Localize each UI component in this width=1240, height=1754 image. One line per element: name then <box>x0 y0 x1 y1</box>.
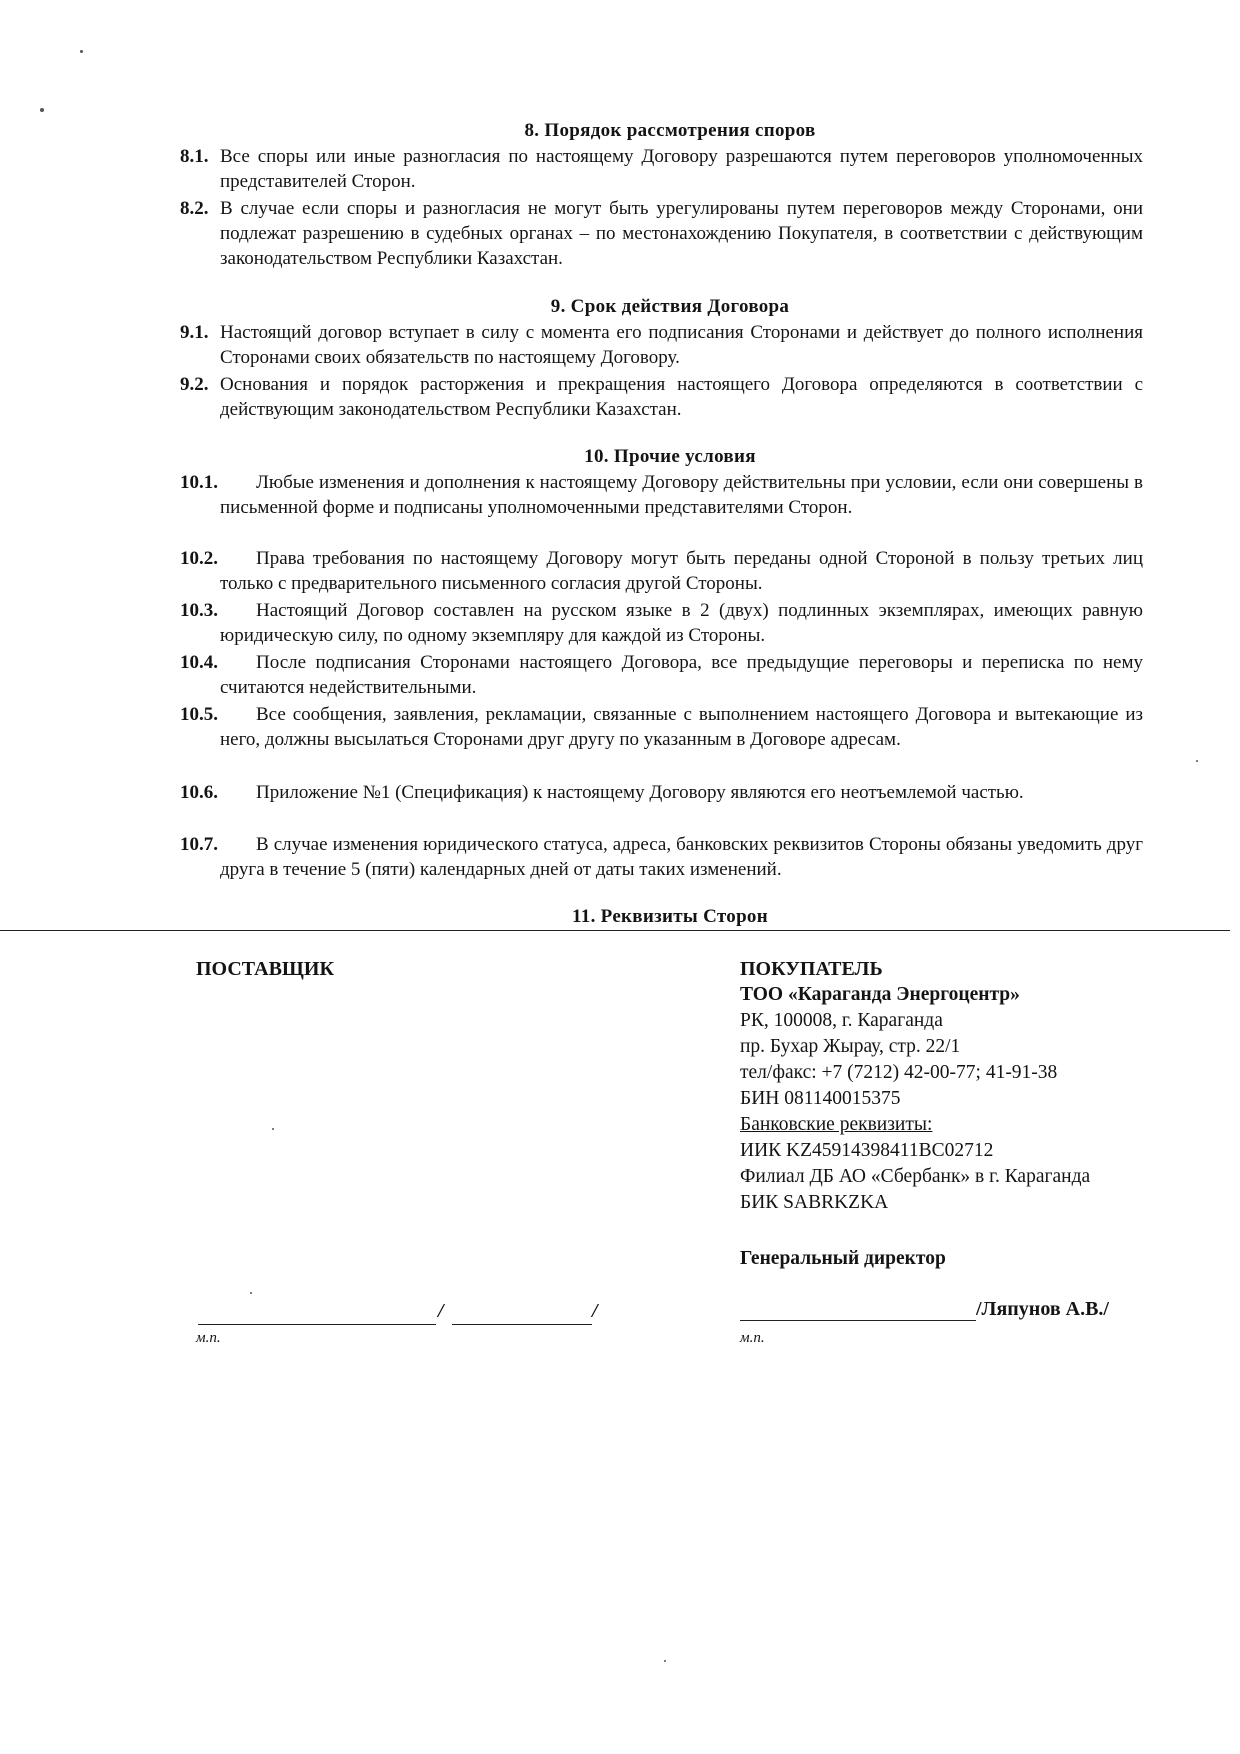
scan-speck <box>664 1660 666 1662</box>
scan-speck <box>80 50 83 53</box>
buyer-phone: тел/факс: +7 (7212) 42-00-77; 41-91-38 <box>740 1062 1058 1083</box>
buyer-iik: ИИК KZ45914398411BC02712 <box>740 1140 994 1161</box>
clause-text: Настоящий договор вступает в силу с момента его подписания Сторонами и действует до полного исполнения Сторонами своих обязательств по настоящему Договору. <box>220 322 1143 368</box>
clause-text: Основания и порядок расторжения и прекращения настоящего Договора определяются в соответствии с действующим законодательством Республики Казахстан. <box>220 374 1143 420</box>
clause-number: 10.5. <box>180 704 218 725</box>
clause-10-1 <box>180 470 1143 520</box>
scan-speck <box>272 1128 274 1130</box>
supplier-heading: ПОСТАВЩИК <box>196 958 334 980</box>
clause-number: 9.1. <box>180 322 209 343</box>
clause-text: Все споры или иные разногласия по настоящему Договору разрешаются путем переговоров уполномоченных представителей Сторон. <box>220 146 1143 192</box>
clause-text: Любые изменения и дополнения к настоящему Договору действительны при условии, если они совершены в письменной форме и подписаны уполномоченными представителями Сторон. <box>220 472 1143 518</box>
clause-10-4 <box>180 650 1143 700</box>
section-10-title: 10. Прочие условия <box>584 446 756 467</box>
supplier-signature-line <box>198 1324 436 1325</box>
scan-speck <box>1196 760 1198 762</box>
clause-text: После подписания Сторонами настоящего Договора, все предыдущие переговоры и переписка по нему считаются недействительными. <box>220 652 1143 698</box>
section-11-title: 11. Реквизиты Сторон <box>572 906 768 927</box>
buyer-bank-label: Банковские реквизиты: <box>740 1114 933 1135</box>
scan-speck <box>250 1292 252 1294</box>
supplier-name-line <box>452 1324 592 1325</box>
clause-9-1 <box>180 320 1143 370</box>
clause-number: 8.2. <box>180 198 209 219</box>
clause-text: Права требования по настоящему Договору могут быть переданы одной Стороной в пользу третьих лиц только с предварительного письменного согласия другой Стороны. <box>220 548 1143 594</box>
clause-number: 10.1. <box>180 472 218 493</box>
buyer-signature-line <box>740 1320 976 1321</box>
scan-speck <box>40 108 44 112</box>
clause-8-2 <box>180 196 1143 271</box>
clause-text: Все сообщения, заявления, рекламации, связанные с выполнением настоящего Договора и вытекающие из него, должны высылаться Сторонами друг другу по указанным в Договоре адресам. <box>220 704 1143 750</box>
clause-number: 10.3. <box>180 600 218 621</box>
supplier-stamp-label: м.п. <box>196 1330 221 1346</box>
clause-number: 8.1. <box>180 146 209 167</box>
clause-text: Приложение №1 (Спецификация) к настоящему Договору являются его неотъемлемой частью. <box>256 782 1024 803</box>
clause-10-2 <box>180 546 1143 596</box>
clause-text: Настоящий Договор составлен на русском языке в 2 (двух) подлинных экземплярах, имеющих равную юридическую силу, по одному экземпляру для каждой из Стороны. <box>220 600 1143 646</box>
buyer-address-city: РК, 100008, г. Караганда <box>740 1010 943 1031</box>
supplier-slash-2: / <box>592 1300 598 1322</box>
clause-10-5 <box>180 702 1143 752</box>
divider-line <box>0 930 1230 931</box>
clause-text: В случае если споры и разногласия не могут быть урегулированы путем переговоров между Сторонами, они подлежат разрешению в судебных органах – по местонахождению Покупателя, в соответствии с действующим законодательством Республики Казахстан. <box>220 198 1143 269</box>
clause-number: 10.2. <box>180 548 218 569</box>
buyer-company: ТОО «Караганда Энергоцентр» <box>740 984 1020 1005</box>
clause-text: В случае изменения юридического статуса, адреса, банковских реквизитов Стороны обязаны уведомить друг друга в течение 5 (пяти) календарных дней от даты таких изменений. <box>220 834 1143 880</box>
clause-10-6 <box>180 780 1143 805</box>
section-8-title: 8. Порядок рассмотрения споров <box>524 120 816 141</box>
clause-10-3 <box>180 598 1143 648</box>
section-9-title: 9. Срок действия Договора <box>550 296 790 317</box>
clause-number: 9.2. <box>180 374 209 395</box>
clause-number: 10.7. <box>180 834 218 855</box>
supplier-slash-1: / <box>438 1300 444 1322</box>
clause-8-1 <box>180 144 1143 194</box>
clause-number: 10.4. <box>180 652 218 673</box>
buyer-position: Генеральный директор <box>740 1248 946 1269</box>
clause-9-2 <box>180 372 1143 422</box>
buyer-bik: БИК SABRKZKA <box>740 1192 889 1213</box>
buyer-bank: Филиал ДБ АО «Сбербанк» в г. Караганда <box>740 1166 1091 1187</box>
buyer-stamp-label: м.п. <box>740 1330 765 1346</box>
buyer-bin: БИН 081140015375 <box>740 1088 901 1109</box>
clause-number: 10.6. <box>180 782 218 803</box>
buyer-signer-name: /Ляпунов А.В./ <box>976 1298 1109 1320</box>
clause-10-7 <box>180 832 1143 882</box>
buyer-heading: ПОКУПАТЕЛЬ <box>740 958 883 980</box>
buyer-address-street: пр. Бухар Жырау, стр. 22/1 <box>740 1036 961 1057</box>
